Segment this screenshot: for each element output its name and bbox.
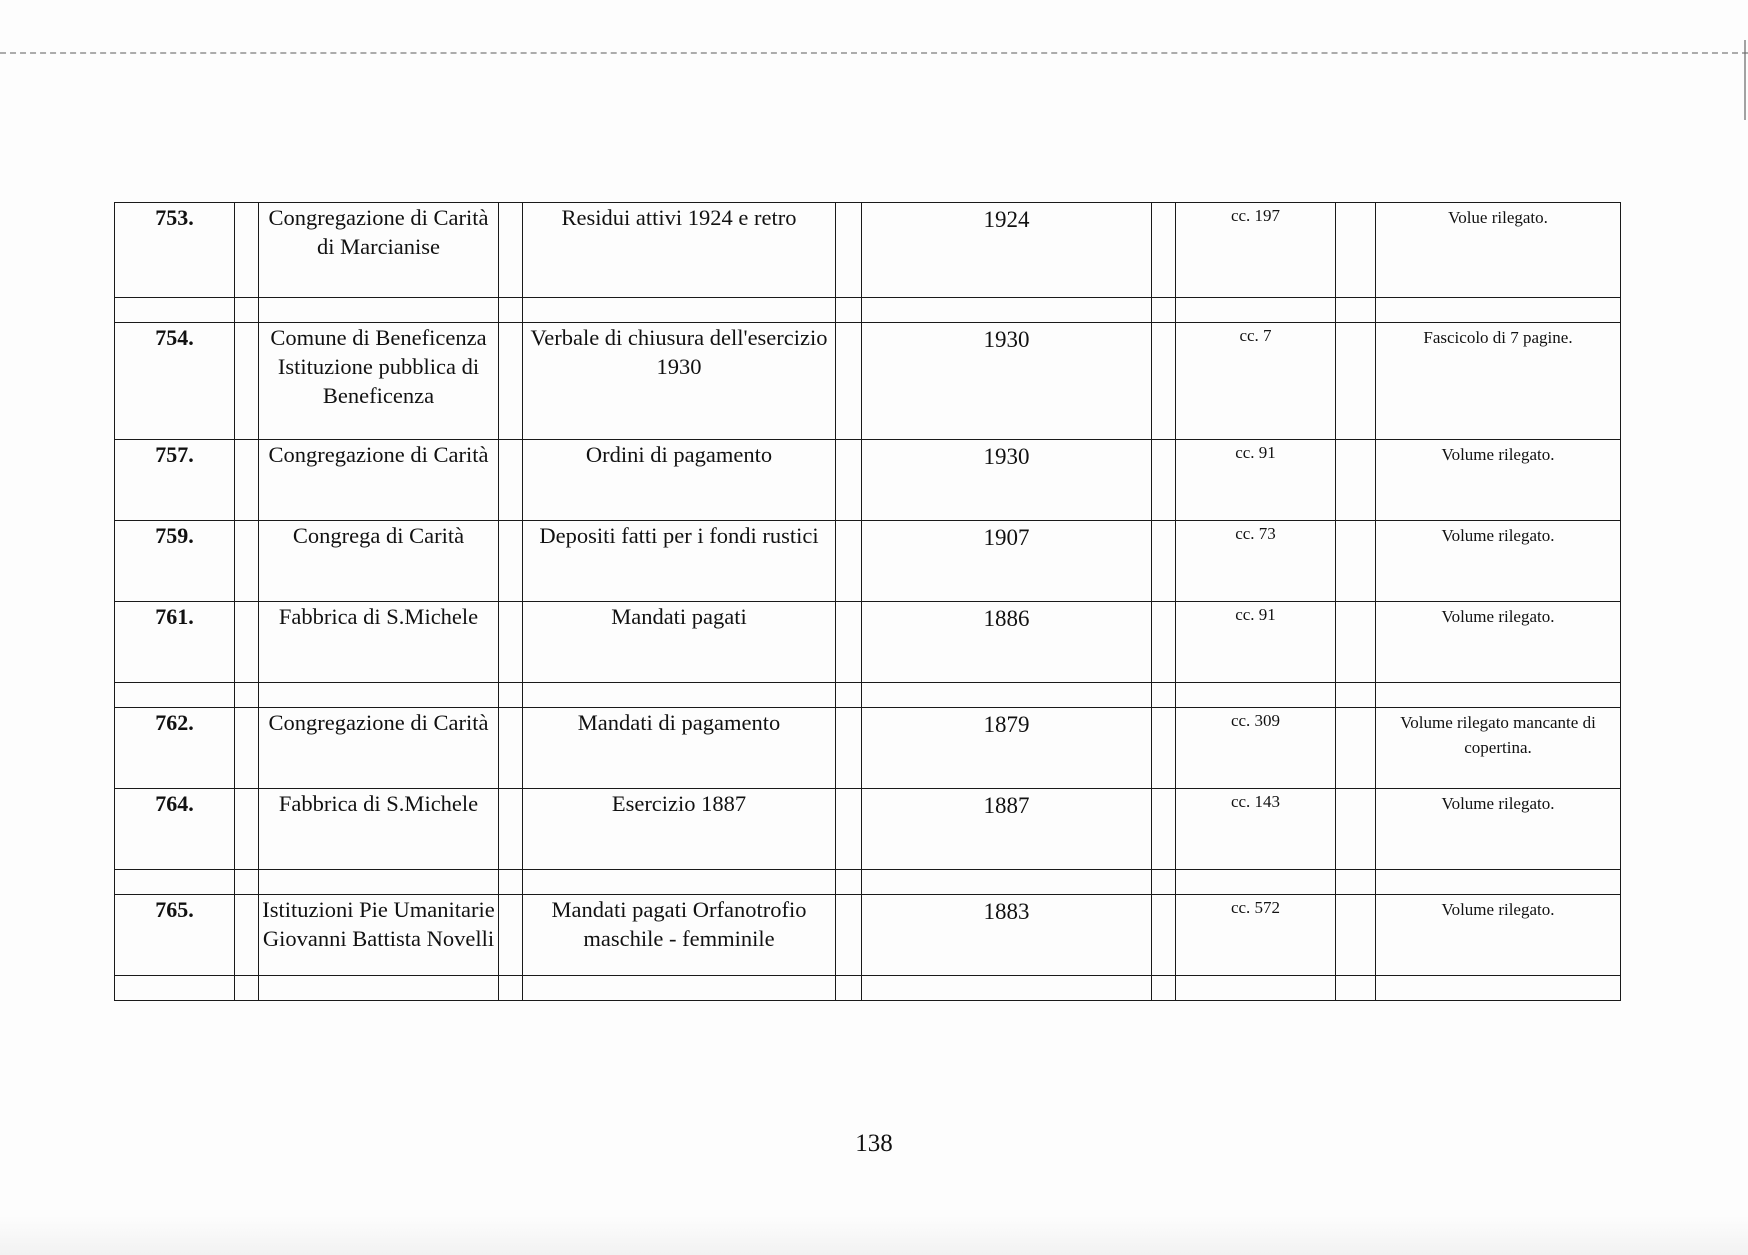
table-row <box>115 203 1621 298</box>
record-note: Volume rilegato. <box>1376 895 1621 976</box>
record-sheets: cc. 143 <box>1176 789 1336 870</box>
record-number: 762. <box>115 708 235 789</box>
record-sheets: cc. 73 <box>1176 521 1336 602</box>
record-entity: Congregazione di Carità <box>259 708 499 789</box>
record-year: 1930 <box>862 440 1152 521</box>
record-number: 764. <box>115 789 235 870</box>
record-year: 1879 <box>862 708 1152 789</box>
archive-register-table <box>114 202 1621 1001</box>
spacer-row <box>115 976 1621 1001</box>
record-entity: Congregazione di Carità di Marcianise <box>259 203 499 298</box>
spacer-row <box>115 870 1621 895</box>
record-sheets: cc. 197 <box>1176 203 1336 298</box>
record-title: Mandati pagati Orfanotrofio maschile - femminile <box>523 895 836 976</box>
record-title: Depositi fatti per i fondi rustici <box>523 521 836 602</box>
record-year: 1924 <box>862 203 1152 298</box>
record-entity: Fabbrica di S.Michele <box>259 789 499 870</box>
scan-edge-mark <box>1744 40 1746 120</box>
record-note: Volume rilegato mancante di copertina. <box>1376 708 1621 789</box>
record-sheets: cc. 91 <box>1176 602 1336 683</box>
page-number: 138 <box>855 1130 893 1157</box>
scan-top-dashed-rule <box>0 52 1748 54</box>
record-note: Volume rilegato. <box>1376 789 1621 870</box>
record-year: 1930 <box>862 323 1152 440</box>
record-title: Verbale di chiusura dell'esercizio 1930 <box>523 323 836 440</box>
record-entity: Comune di Beneficenza Istituzione pubblica di Beneficenza <box>259 323 499 440</box>
record-sheets: cc. 572 <box>1176 895 1336 976</box>
record-title: Ordini di pagamento <box>523 440 836 521</box>
record-number: 757. <box>115 440 235 521</box>
table-row <box>115 440 1621 521</box>
record-year: 1907 <box>862 521 1152 602</box>
record-entity: Fabbrica di S.Michele <box>259 602 499 683</box>
record-year: 1883 <box>862 895 1152 976</box>
record-year: 1887 <box>862 789 1152 870</box>
record-note: Volume rilegato. <box>1376 521 1621 602</box>
record-sheets: cc. 7 <box>1176 323 1336 440</box>
table-row <box>115 895 1621 976</box>
table-row <box>115 708 1621 789</box>
record-entity: Istituzioni Pie Umanitarie Giovanni Battista Novelli <box>259 895 499 976</box>
record-title: Mandati pagati <box>523 602 836 683</box>
table-row <box>115 602 1621 683</box>
record-sheets: cc. 91 <box>1176 440 1336 521</box>
record-number: 753. <box>115 203 235 298</box>
record-title: Mandati di pagamento <box>523 708 836 789</box>
record-number: 759. <box>115 521 235 602</box>
record-note: Volume rilegato. <box>1376 602 1621 683</box>
record-note: Volume rilegato. <box>1376 440 1621 521</box>
spacer-row <box>115 683 1621 708</box>
scan-bottom-band <box>0 1216 1748 1255</box>
record-number: 754. <box>115 323 235 440</box>
record-sheets: cc. 309 <box>1176 708 1336 789</box>
table-row <box>115 323 1621 440</box>
record-entity: Congregazione di Carità <box>259 440 499 521</box>
table-row <box>115 521 1621 602</box>
record-title: Residui attivi 1924 e retro <box>523 203 836 298</box>
record-number: 765. <box>115 895 235 976</box>
record-year: 1886 <box>862 602 1152 683</box>
spacer-row <box>115 298 1621 323</box>
record-note: Volue rilegato. <box>1376 203 1621 298</box>
record-number: 761. <box>115 602 235 683</box>
record-entity: Congrega di Carità <box>259 521 499 602</box>
record-note: Fascicolo di 7 pagine. <box>1376 323 1621 440</box>
record-title: Esercizio 1887 <box>523 789 836 870</box>
table-row <box>115 789 1621 870</box>
